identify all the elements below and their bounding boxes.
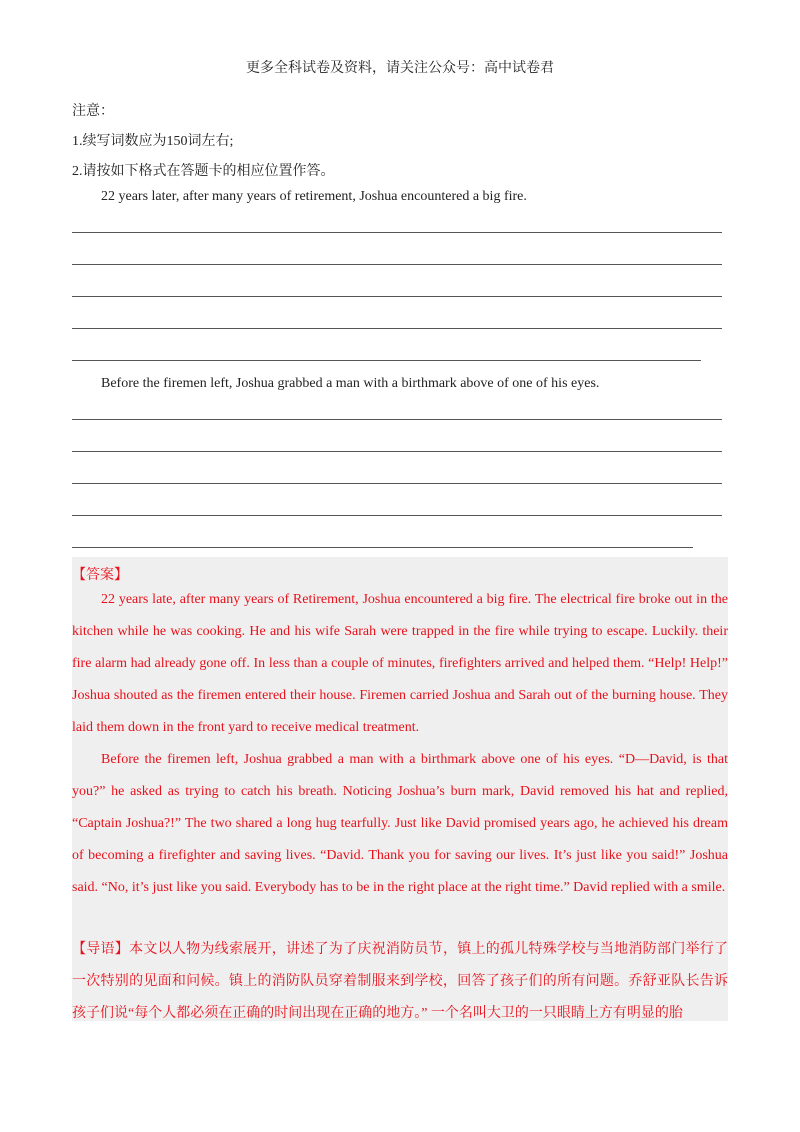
note-item-1: 1.续写词数应为150词左右; [72,134,234,149]
answer-paragraph-2: Before the firemen left, Joshua grabbed a man with a birthmark above one of his eyes. “D—David, is that you?” he asked as trying to catch his breath. Noticing Joshua’s burn mark, David removed his hat and replied, “Captain Joshua?!” The two shared a long hug tearfully. Just like David promised years ago, he achieved his dream of becoming a firefighter and saving lives. “David. Thank you for saving our lives. It’s just like you said!” Joshua said. “No, it’s just like you said. Everybody has to be in the right place at the right time.” David replied with a smile. [72,752,728,895]
page-header: 更多全科试卷及资料，请关注公众号：高中试卷君 [246,61,554,76]
answer-line[interactable] [72,451,722,452]
guide-label: 【导语】 [72,942,130,957]
answer-line[interactable] [72,264,722,265]
answer-line[interactable] [72,360,701,361]
answer-line[interactable] [72,483,722,484]
answer-line[interactable] [72,328,722,329]
writing-prompt-2: Before the firemen left, Joshua grabbed a man with a birthmark above of one of his eyes. [101,376,600,391]
note-item-2: 2.请按如下格式在答题卡的相应位置作答。 [72,164,335,179]
answer-body [72,584,728,904]
writing-prompt-1: 22 years later, after many years of retirement, Joshua encountered a big fire. [101,189,527,204]
answer-line[interactable] [72,296,722,297]
guide-text: 本文以人物为线索展开，讲述了为了庆祝消防员节，镇上的孤儿特殊学校与当地消防部门举行了一次特别的见面和问候。镇上的消防队员穿着制服来到学校，回答了孩子们的所有问题。乔舒亚队长告诉孩子们说“每个人都必须在正确的时间出现在正确的地方。” 一个名叫大卫的一只眼睛上方有明显的胎 [72,942,729,1021]
answer-label: 【答案】 [72,568,128,583]
guide-section [72,934,728,1030]
notes-title: 注意： [72,104,114,119]
answer-line[interactable] [72,419,722,420]
answer-line[interactable] [72,515,722,516]
answer-line[interactable] [72,232,722,233]
answer-line[interactable] [72,547,693,548]
answer-paragraph-1: 22 years late, after many years of Retirement, Joshua encountered a big fire. The electrical fire broke out in the kitchen while he was cooking. He and his wife Sarah were trapped in the fire while trying to escape. Luckily. their fire alarm had already gone off. In less than a couple of minutes, firefighters arrived and helped them. “Help! Help!” Joshua shouted as the firemen entered their house. Firemen carried Joshua and Sarah out of the burning house. They laid them down in the front yard to receive medical treatment. [72,592,728,735]
